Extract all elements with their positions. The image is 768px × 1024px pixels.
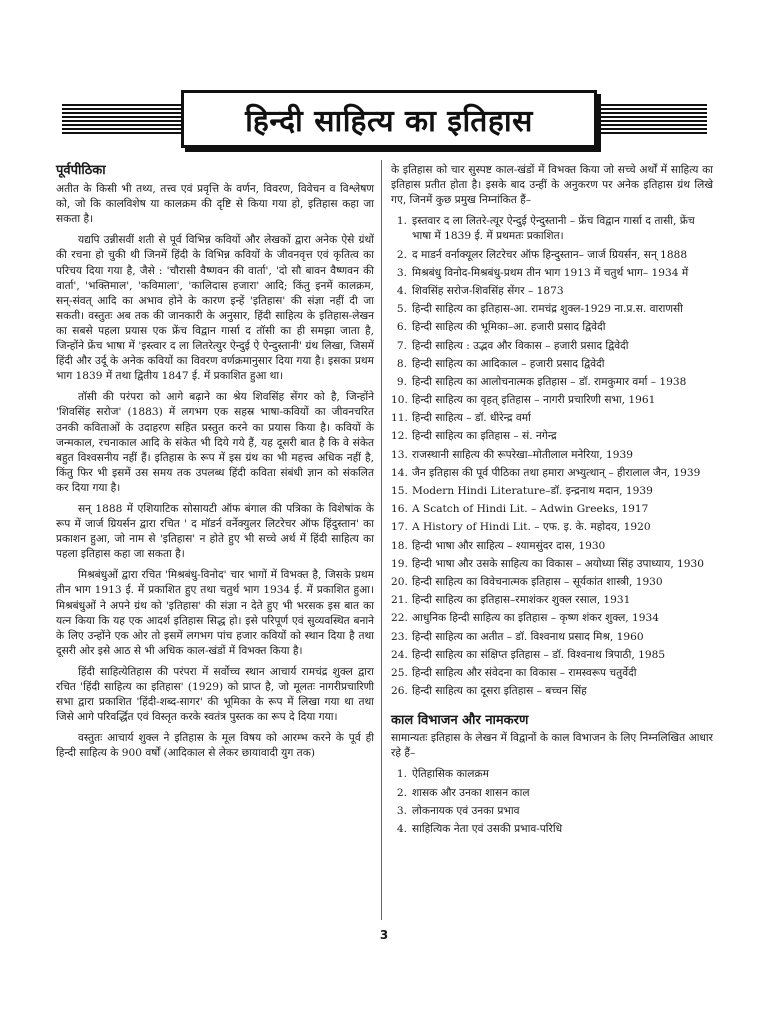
paragraph: सन् 1888 में एशियाटिक सोसायटी ऑफ बंगाल की पत्रिका के विशेषांक के रूप में जार्ज ग्रियर्सन द्वारा रचित ' द मॉडर्न वर्नेक्युलर लिटरेचर ऑफ हिंदुस्तान' का प्रकाशन हुआ, जो नाम से 'इतिहास' न होते हुए भी सच्चे अर्थ में हिंदी साहित्य का पहला इतिहास कहा जा सकता है। — [56, 502, 374, 561]
item-text: हिन्दी भाषा और साहित्य – श्यामसुंदर दास, 1930 — [412, 539, 606, 552]
item-text: हिन्दी साहित्य का दूसरा इतिहास – बच्चन सिंह — [412, 685, 587, 698]
item-number: 3. — [396, 266, 407, 279]
item-number: 19. — [391, 557, 408, 570]
list-item — [391, 684, 713, 699]
page-title: हिन्दी साहित्य का इतिहास — [245, 103, 533, 139]
list-item — [391, 429, 713, 444]
item-text: शिवसिंह सरोज-शिवसिंह सेंगर – 1873 — [412, 284, 564, 297]
item-number: 17. — [391, 521, 408, 534]
item-number: 9. — [396, 375, 407, 388]
left-column — [56, 163, 374, 767]
list-item — [391, 320, 713, 335]
item-text: हिन्दी साहित्य का इतिहास – सं. नगेन्द्र — [412, 430, 557, 443]
paragraph: हिंदी साहित्येतिहास की परंपरा में सर्वोच्च स्थान आचार्य रामचंद्र शुक्ल द्वारा रचित 'हिंदी साहित्य का इतिहास' (1929) को प्राप्त है, जो मूलतः नागरीप्रचारिणी सभा द्वारा प्रकाशित 'हिंदी-शब्द-सागर' की भूमिका के रूप में लिखा गया था तथा जिसे आगे परिवर्द्धित एवं विस्तृत करके स्वतंत्र पुस्तक का रूप दे दिया गया। — [56, 665, 374, 724]
list-item — [391, 767, 713, 782]
item-number: 16. — [391, 503, 408, 516]
item-number: 3. — [396, 804, 407, 817]
list-item — [391, 630, 713, 645]
item-number: 21. — [391, 594, 408, 607]
item-number: 13. — [391, 448, 408, 461]
list-item — [391, 411, 713, 426]
list-item — [391, 393, 713, 408]
item-text: राजस्थानी साहित्य की रूपरेखा–मोतीलाल मनेरिया, 1939 — [412, 448, 633, 461]
item-text: लोकनायक एवं उनका प्रभाव — [412, 804, 520, 817]
item-text: हिन्दी साहित्य का विवेचनात्मक इतिहास – सूर्यकांत शास्त्री, 1930 — [412, 575, 663, 588]
item-text: साहित्यिक नेता एवं उसकी प्रभाव-परिधि — [412, 823, 563, 835]
item-number: 10. — [391, 394, 408, 407]
list-item — [391, 786, 713, 801]
item-text: आधुनिक हिन्दी साहित्य का इतिहास – कृष्ण शंकर शुक्ल, 1934 — [412, 612, 659, 625]
item-number: 7. — [396, 339, 407, 352]
item-text: हिन्दी साहित्य की भूमिका–आ. हजारी प्रसाद द्विवेदी — [412, 321, 606, 334]
item-text: A History of Hindi Lit. – एफ. इ. के. महोदय, 1920 — [412, 521, 651, 534]
column-divider — [381, 160, 382, 920]
section-heading-periodization: काल विभाजन और नामकरण — [391, 713, 529, 729]
list-item — [391, 575, 713, 590]
paragraph: वस्तुतः आचार्य शुक्ल ने इतिहास के मूल विषय को आरम्भ करने के पूर्व ही हिन्दी साहित्य के 900 वर्षों (आदिकाल से लेकर छायावादी युग तक) — [56, 732, 374, 760]
item-number: 22. — [391, 612, 408, 625]
paragraph: मिश्रबंधुओं द्वारा रचित 'मिश्रबंधु-विनोद' चार भागों में विभक्त है, जिसके प्रथम तीन भाग 1913 ई. में प्रकाशित हुए तथा चतुर्थ भाग 1934 ई. में प्रकाशित हुआ। मिश्रबंधुओं ने अपने ग्रंथ को 'इतिहास' की संज्ञा न देते हुए भी भरसक इस बात का यत्न किया कि यह एक आदर्श इतिहास सिद्ध हो। इसे परिपूर्ण एवं सुव्यवस्थित बनाने के लिए उन्होंने एक ओर तो इसमें लगभग पांच हजार कवियों को स्थान दिया है तथा दूसरी ओर इसे आठ से भी अधिक काल-खंडों में विभक्त किया है। — [56, 569, 374, 657]
item-number: 4. — [396, 284, 407, 297]
item-text: A Scatch of Hindi Lit. – Adwin Greeks, 1917 — [412, 503, 649, 516]
title-box — [181, 90, 597, 148]
item-number: 2. — [396, 786, 407, 799]
item-text: मिश्रबंधु विनोद-मिश्रबंधु-प्रथम तीन भाग 1913 में चतुर्थ भाग– 1934 में — [412, 266, 689, 279]
list-item — [391, 593, 713, 608]
list-item — [391, 266, 713, 281]
item-text: हिन्दी साहित्य : उद्भव और विकास – हजारी प्रसाद द्विवेदी — [412, 339, 629, 352]
list-item — [391, 214, 713, 244]
item-number: 14. — [391, 466, 408, 479]
list-item — [391, 484, 713, 499]
paragraph: सामान्यतः इतिहास के लेखन में विद्वानों के काल विभाजन के लिए निम्नलिखित आधार रहे हैं– — [391, 732, 713, 760]
item-text: हिन्दी साहित्य – डॉ. धीरेन्द्र वर्मा — [412, 412, 531, 425]
history-works-list — [391, 214, 713, 699]
item-number: 25. — [391, 666, 408, 679]
item-number: 20. — [391, 575, 408, 588]
item-text: शासक और उनका शासन काल — [412, 786, 530, 799]
item-text: हिन्दी साहित्य और संवेदना का विकास – रामस्वरूप चतुर्वेदी — [412, 666, 637, 679]
item-number: 15. — [391, 485, 408, 497]
periodization-bases-list — [391, 767, 713, 837]
list-item — [391, 339, 713, 354]
section-heading-background: पूर्वपीठिका — [56, 163, 106, 178]
list-item — [391, 822, 713, 837]
title-banner — [62, 90, 707, 146]
item-text: हिन्दी साहित्य का संक्षिप्त इतिहास – डॉ. विश्वनाथ त्रिपाठी, 1985 — [412, 648, 666, 661]
list-item — [391, 557, 713, 572]
list-item — [391, 466, 713, 481]
item-text: हिन्दी साहित्य का इतिहास–रमाशंकर शुक्ल रसाल, 1931 — [412, 594, 631, 607]
item-text: इस्तवार द ला लितरे-त्यूर ऐन्दुई ऐन्दुस्तानी – फ्रेंच विद्वान गार्सा द तासी, फ्रेंच भाषा में 1839 ई. में प्रथमतः प्रकाशित। — [412, 215, 695, 243]
item-number: 1. — [396, 768, 407, 781]
item-number: 8. — [396, 357, 407, 370]
item-text: जैन इतिहास की पूर्व पीठिका तथा हमारा अभ्युत्थान् – हीरालाल जैन, 1939 — [412, 466, 701, 479]
item-number: 4. — [396, 823, 407, 835]
item-text: हिन्दी भाषा और उसके साहित्य का विकास – अयोध्या सिंह उपाध्याय, 1930 — [412, 557, 705, 570]
list-item — [391, 666, 713, 681]
item-number: 5. — [396, 303, 407, 316]
paragraph: तॉसी की परंपरा को आगे बढ़ाने का श्रेय शिवसिंह सेंगर को है, जिन्होंने 'शिवसिंह सरोज' (1883) में लगभग एक सहस्र भाषा-कवियों का जीवनचरित उनकी कविताओं के उदाहरण सहित प्रस्तुत करने का प्रयास किया है। कवियों के जन्मकाल, रचनाकाल आदि के संकेत भी दिये गये हैं, यह दूसरी बात है कि वे संकेत बहुत विश्वसनीय नहीं हैं। इतिहास के रूप में इस ग्रंथ का भी महत्त्व अधिक नहीं है, किंतु फिर भी इसमें उस समय तक उपलब्ध हिंदी कविता संबंधी ज्ञान को संकलित कर दिया गया है। — [56, 391, 374, 494]
item-number: 2. — [396, 248, 407, 261]
item-number: 6. — [396, 321, 407, 334]
item-text: द माडर्न वर्नाक्यूलर लिटरेचर ऑफ हिन्दुस्तान– जार्ज ग्रियर्सन, सन् 1888 — [412, 248, 688, 261]
item-text: हिन्दी साहित्य का आलोचनात्मक इतिहास – डॉ. रामकुमार वर्मा – 1938 — [412, 375, 687, 388]
item-text: हिन्दी साहित्य का अतीत – डॉ. विश्वनाथ प्रसाद मिश्र, 1960 — [412, 630, 644, 643]
item-text: हिन्दी साहित्य का वृहत् इतिहास – नागरी प्रचारिणी सभा, 1961 — [412, 394, 656, 407]
item-number: 1. — [396, 215, 407, 228]
item-number: 12. — [391, 430, 408, 443]
list-item — [391, 302, 713, 317]
list-item — [391, 520, 713, 535]
item-number: 26. — [391, 685, 408, 698]
list-item — [391, 448, 713, 463]
item-text: Modern Hindi Literature–डॉ. इन्द्रनाथ मदान, 1939 — [412, 485, 653, 497]
item-number: 23. — [391, 630, 408, 643]
list-item — [391, 284, 713, 299]
paragraph: यद्यपि उन्नीसवीं शती से पूर्व विभिन्न कवियों और लेखकों द्वारा अनेक ऐसे ग्रंथों की रचना हो चुकी थी जिनमें हिंदी के विभिन्न कवियों के जीवनवृत्त एवं कृतित्व का परिचय दिया गया है, जैसे : 'चौरासी वैष्णवन की वार्ता', 'दो सौ बावन वैष्णवन की वार्ता', 'भक्तिमाल', 'कविमाला', 'कालिदास हजारा' आदि; किंतु इनमें कालक्रम, सन्-संवत् आदि का अभाव होने के कारण इन्हें 'इतिहास' की संज्ञा नहीं दी जा सकती। वस्तुतः अब तक की जानकारी के अनुसार, हिंदी साहित्य के इतिहास-लेखन का सबसे पहला प्रयास एक फ्रेंच विद्वान गार्सा द तॉसी का ही समझा जाता है, जिन्होंने फ्रेंच भाषा में 'इस्त्वार द ला लितरेत्युर ऐन्दुई ऐ ऐन्दुस्तानी' ग्रंथ लिखा, जिसमें हिंदी और उर्दू के अनेक कवियों का विवरण वर्णक्रमानुसार दिया गया है। इसका प्रथम भाग 1839 में तथा द्वितीय 1847 ई. में प्रकाशित हुआ था। — [56, 234, 374, 383]
item-text: हिन्दी साहित्य का इतिहास-आ. रामचंद्र शुक्ल-1929 ना.प्र.स. वाराणसी — [412, 303, 683, 316]
paragraph: अतीत के किसी भी तथ्य, तत्त्व एवं प्रवृत्ति के वर्णन, विवरण, विवेचन व विश्लेषण को, जो कि कालविशेष या कालक्रम की दृष्टि से किया गया हो, इतिहास कहा जा सकता है। — [56, 183, 374, 226]
paragraph-continued: के इतिहास को चार सुस्पष्ट काल-खंडों में विभक्त किया जो सच्चे अर्थों में साहित्य का इतिहास प्रतीत होता है। इसके बाद उन्हीं के अनुकरण पर अनेक इतिहास ग्रंथ लिखे गए, जिनमें कुछ प्रमुख निम्नांकित हैं– — [391, 164, 713, 207]
list-item — [391, 804, 713, 819]
list-item — [391, 357, 713, 372]
item-number: 18. — [391, 539, 408, 552]
list-item — [391, 375, 713, 390]
right-column — [391, 163, 713, 840]
list-item — [391, 648, 713, 663]
list-item — [391, 539, 713, 554]
item-text: हिन्दी साहित्य का आदिकाल – हजारी प्रसाद द्विवेदी — [412, 357, 605, 370]
list-item — [391, 611, 713, 626]
list-item — [391, 248, 713, 263]
list-item — [391, 502, 713, 517]
page-number: 3 — [379, 928, 389, 942]
item-number: 24. — [391, 648, 408, 661]
item-number: 11. — [391, 412, 408, 425]
item-text: ऐतिहासिक कालक्रम — [412, 768, 489, 781]
